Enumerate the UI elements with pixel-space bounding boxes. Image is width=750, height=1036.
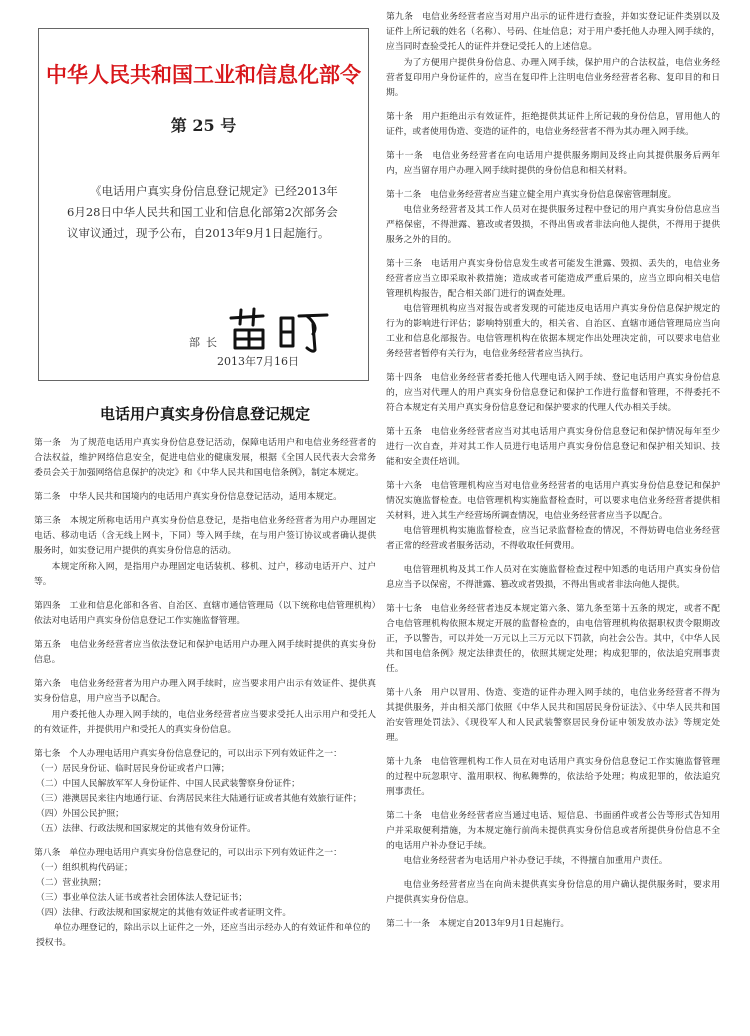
right-column-body — [386, 10, 720, 941]
article-paragraph: 第十二条 电信业务经营者应当建立健全用户真实身份信息保密管理制度。 — [386, 190, 677, 200]
article-paragraph: 第七条 个人办理电话用户真实身份信息登记的，可以出示下列有效证件之一： — [34, 749, 342, 759]
article-paragraph: 第十条 用户拒绝出示有效证件，拒绝提供其证件上所记载的身份信息，冒用他人的证件，或者使用伪造、变造的证件的，电信业务经营者不得为其办理入网手续。 — [386, 112, 720, 137]
article-paragraph: 为了方便用户提供身份信息、办理入网手续，保护用户的合法权益，电信业务经营者复印用户身份证件的，应当在复印件上注明电信业务经营者名称、复印目的和日期。 — [386, 58, 720, 98]
article-paragraph: 电信业务经营者应当在向尚未提供真实身份信息的用户确认提供服务时，要求用户提供真实身份信息。 — [386, 880, 720, 905]
article-paragraph: 第二条 中华人民共和国境内的电话用户真实身份信息登记活动，适用本规定。 — [34, 492, 342, 502]
article-paragraph: 第十六条 电信管理机构应当对电信业务经营者的电话用户真实身份信息登记和保护情况实施监督检查。电信管理机构实施监督检查时，可以要求电信业务经营者提供相关材料，进入其生产经营场所调查情况，电信业务经营者应当予以配合。 — [386, 481, 720, 521]
article-paragraph: 第八条 单位办理电话用户真实身份信息登记的，可以出示下列有效证件之一： — [34, 848, 342, 858]
article-paragraph: 用户委托他人办理入网手续的，电信业务经营者应当要求受托人出示用户和受托人的有效证件，并提供用户和受托人的真实身份信息。 — [34, 710, 376, 735]
decree-text: 《电话用户真实身份信息登记规定》已经2013年6月28日中华人民共和国工业和信息化部第2次部务会议审议通过，现予公布，自2013年9月1日起施行。 — [67, 184, 338, 240]
article-paragraph: 第二十条 电信业务经营者应当通过电话、短信息、书面函件或者公告等形式告知用户并采取便利措施，为本规定施行前尚未提供真实身份信息或者所提供身份信息不全的电话用户补办登记手续。 — [386, 811, 720, 851]
list-item: 单位办理登记的，除出示以上证件之一外，还应当出示经办人的有效证件和单位的授权书。 — [36, 923, 371, 948]
list-item: （四）外国公民护照； — [36, 809, 124, 819]
article-paragraph: 第四条 工业和信息化部和各省、自治区、直辖市通信管理局（以下统称电信管理机构）依法对电话用户真实身份信息登记工作实施监督管理。 — [34, 601, 376, 626]
article-paragraph: 第十八条 用户以冒用、伪造、变造的证件办理入网手续的，电信业务经营者不得为其提供服务，并由相关部门依照《中华人民共和国居民身份证法》、《中华人民共和国治安管理处罚法》、《现役军人和人民武装警察居民身份证申领发放办法》等规定处理。 — [386, 688, 720, 743]
list-item: （三）港澳居民来往内地通行证、台湾居民来往大陆通行证或者其他有效旅行证件； — [36, 794, 362, 804]
article-paragraph: 电信业务经营者为电话用户补办登记手续，不得擅自加重用户责任。 — [403, 856, 668, 866]
signature-image — [223, 306, 333, 354]
article-paragraph: 电信管理机构及其工作人员对在实施监督检查过程中知悉的电话用户真实身份信息应当予以保密，不得泄露、篡改或者毁损，不得出售或者非法向他人提供。 — [386, 565, 720, 590]
article-paragraph: 本规定所称入网，是指用户办理固定电话装机、移机、过户，移动电话开户、过户等。 — [34, 562, 376, 587]
article-paragraph: 第十一条 电信业务经营者在向电话用户提供服务期间及终止向其提供服务后两年内，应当留存用户办理入网手续时提供的身份信息和相关材料。 — [386, 151, 720, 176]
list-item: （四）法律、行政法规和国家规定的其他有效证件或者证明文件。 — [36, 908, 292, 918]
article-paragraph: 第三条 本规定所称电话用户真实身份信息登记，是指电信业务经营者为用户办理固定电话、移动电话（含无线上网卡，下同）等入网手续，在与用户签订协议或者确认提供服务时，如实登记用户提供的真实身份信息的活动。 — [34, 516, 376, 556]
decree-date: 2013年7月16日 — [217, 355, 299, 368]
list-item: （五）法律、行政法规和国家规定的其他有效身份证件。 — [36, 824, 256, 834]
article-paragraph: 第六条 电信业务经营者为用户办理入网手续时，应当要求用户出示有效证件、提供真实身份信息，用户应当予以配合。 — [34, 679, 376, 704]
article-paragraph: 第一条 为了规范电话用户真实身份信息登记活动，保障电话用户和电信业务经营者的合法权益，维护网络信息安全，促进电信业的健康发展，根据《全国人民代表大会常务委员会关于加强网络信息保护的决定》和《中华人民共和国电信条例》，制定本规定。 — [34, 438, 376, 478]
article-paragraph: 第十四条 电信业务经营者委托他人代理电话入网手续、登记电话用户真实身份信息的，应当对代理人的用户真实身份信息登记和保护工作进行监督和管理，不得委托不符合本规定有关用户真实身份信息登记和保护要求的代理人代办相关手续。 — [386, 373, 720, 413]
article-paragraph: 第十九条 电信管理机构工作人员在对电话用户真实身份信息登记工作实施监督管理的过程中玩忽职守、滥用职权、徇私舞弊的，依法给予处理；构成犯罪的，依法追究刑事责任。 — [386, 757, 720, 797]
article-paragraph: 第十五条 电信业务经营者应当对其电话用户真实身份信息登记和保护情况每年至少进行一次自查，并对其工作人员进行电话用户真实身份信息登记和保护相关知识、技能和安全责任培训。 — [386, 427, 720, 467]
article-paragraph: 第十三条 电话用户真实身份信息发生或者可能发生泄露、毁损、丢失的，电信业务经营者应当立即采取补救措施；造成或者可能造成严重后果的，应当立即向相关电信管理机构报告，配合相关部门进行的调查处理。 — [386, 259, 720, 299]
decree-number: 第 25 号 — [170, 116, 237, 135]
article-paragraph: 第九条 电信业务经营者应当对用户出示的证件进行查验，并如实登记证件类别以及证件上所记载的姓名（名称）、号码、住址信息；对于用户委托他人办理入网手续的，应当同时查验受托人的证件并登记受托人的上述信息。 — [386, 12, 720, 52]
article-paragraph: 电信业务经营者及其工作人员对在提供服务过程中登记的用户真实身份信息应当严格保密，不得泄露、篡改或者毁损，不得出售或者非法向他人提供，不得用于提供服务之外的目的。 — [386, 205, 720, 245]
signer-title: 部长 — [189, 336, 223, 349]
article-paragraph: 电信管理机构应当对报告或者发现的可能违反电话用户真实身份信息保护规定的行为的影响进行评估；影响特别重大的，相关省、自治区、直辖市通信管理局应当向工业和信息化部报告。电信管理机构在依据本规定作出处理决定前，可以要求电信业务经营者暂停有关行为，电信业务经营者应当执行。 — [386, 304, 720, 359]
list-item: （三）事业单位法人证书或者社会团体法人登记证书； — [36, 893, 248, 903]
decree-box — [38, 28, 369, 381]
list-item: （一）组织机构代码证； — [36, 863, 133, 873]
article-paragraph: 第二十一条 本规定自2013年9月1日起施行。 — [386, 919, 570, 929]
list-item: （一）居民身份证、临时居民身份证或者户口簿； — [36, 764, 230, 774]
regulation-title: 电话用户真实身份信息登记规定 — [99, 405, 310, 423]
article-paragraph: 第十七条 电信业务经营者违反本规定第六条、第九条至第十五条的规定，或者不配合电信管理机构依照本规定开展的监督检查的，由电信管理机构依据职权责令限期改正，予以警告，可以并处一万元以上三万元以下罚款，向社会公告。其中，《中华人民共和国电信条例》规定法律责任的，依照其规定处理；构成犯罪的，依法追究刑事责任。 — [386, 604, 720, 674]
left-column-body — [34, 436, 376, 951]
article-paragraph: 第五条 电信业务经营者应当依法登记和保护电话用户办理入网手续时提供的真实身份信息。 — [34, 640, 376, 665]
list-item: （二）中国人民解放军军人身份证件、中国人民武装警察身份证件； — [36, 779, 300, 789]
decree-title: 中华人民共和国工业和信息化部令 — [46, 62, 361, 87]
signature-row — [189, 312, 359, 352]
article-paragraph: 电信管理机构实施监督检查，应当记录监督检查的情况，不得妨碍电信业务经营者正常的经营或者服务活动，不得收取任何费用。 — [386, 526, 720, 551]
list-item: （二）营业执照； — [36, 878, 107, 888]
